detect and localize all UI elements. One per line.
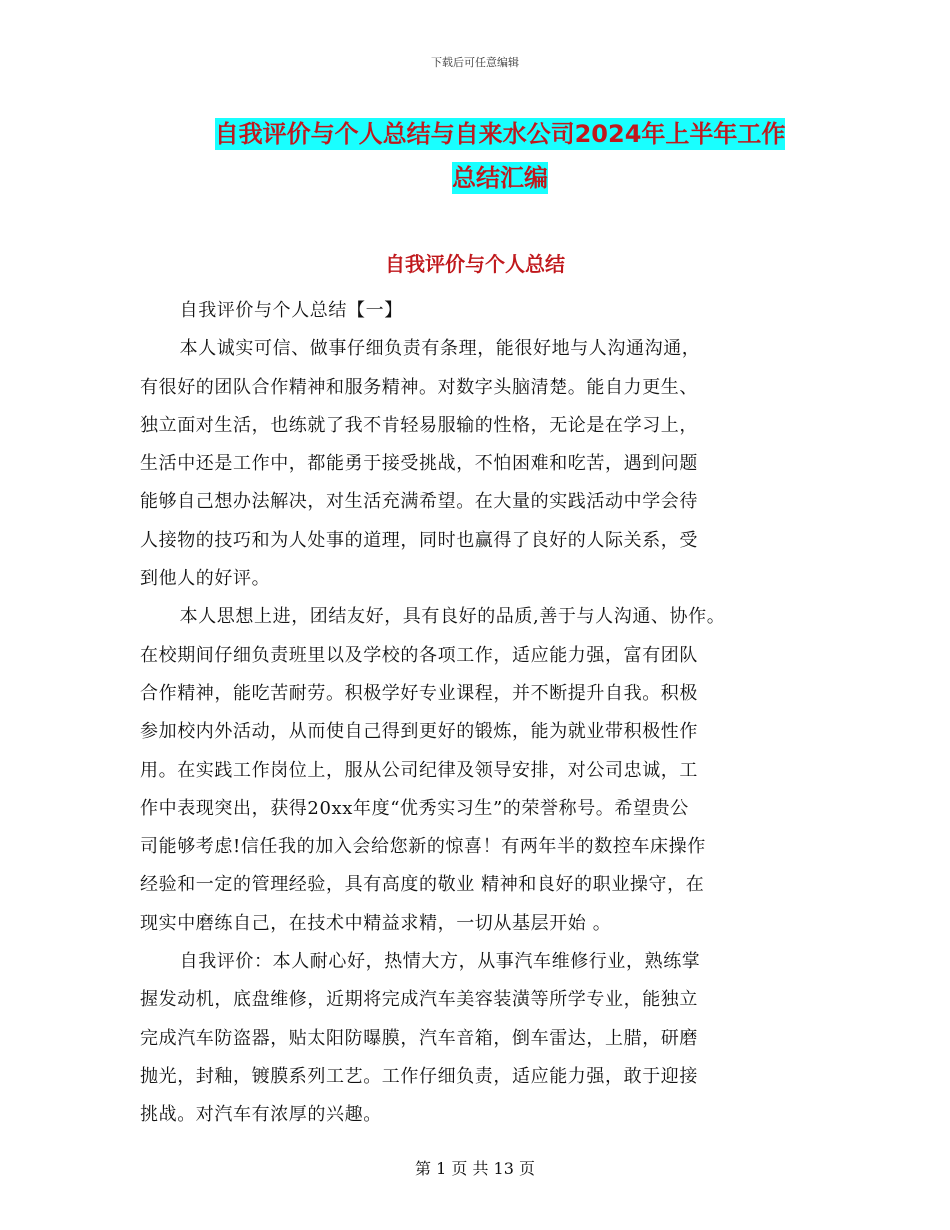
paragraph-2-line: 独立面对生活，也练就了我不肯轻易服输的性格，无论是在学习上， (140, 414, 698, 436)
paragraph-4-line: 自我评价：本人耐心好，热情大方，从事汽车维修行业，熟练掌 (179, 951, 701, 973)
paragraph-4-line: 抛光，封釉，镀膜系列工艺。工作仔细负责，适应能力强，敢于迎接 (140, 1065, 698, 1087)
main-title-line-1: 自我评价与个人总结与自来水公司2024年上半年工作 (214, 120, 786, 148)
paragraph-3-line: 经验和一定的管理经验，具有高度的敬业 精神和良好的职业操守，在 (140, 874, 705, 896)
paragraph-2-line: 本人诚实可信、做事仔细负责有条理，能很好地与人沟通沟通， (179, 338, 701, 360)
section-title: 自我评价与个人总结 (385, 252, 565, 276)
paragraph-4 (140, 943, 810, 1134)
paragraph-2-line: 能够自己想办法解决，对生活充满希望。在大量的实践活动中学会待 (140, 491, 698, 513)
paragraph-3-line: 在校期间仔细负责班里以及学校的各项工作，适应能力强，富有团队 (140, 644, 698, 666)
page-number-footer: 第 1 页 共 13 页 (415, 1159, 535, 1178)
paragraph-3 (140, 598, 810, 943)
paragraph-3-line: 用。在实践工作岗位上，服从公司纪律及领导安排，对公司忠诚，工 (140, 759, 698, 781)
paragraph-2-line: 人接物的技巧和为人处事的道理，同时也赢得了良好的人际关系，受 (140, 529, 698, 551)
paragraph-3-line: 本人思想上进，团结友好，具有良好的品质,善于与人沟通、协作。 (179, 606, 726, 628)
paragraph-3-line: 现实中磨练自己，在技术中精益求精，一切从基层开始 。 (140, 912, 612, 934)
paragraph-1: 自我评价与个人总结【一】 (179, 300, 403, 321)
header-note: 下载后可任意编辑 (431, 56, 519, 69)
paragraph-3-line: 司能够考虑!信任我的加入会给您新的惊喜！有两年半的数控车床操作 (140, 836, 706, 858)
paragraph-4-line: 握发动机，底盘维修，近期将完成汽车美容装潢等所学专业，能独立 (140, 989, 698, 1011)
paragraph-3-line: 合作精神，能吃苦耐劳。积极学好专业课程，并不断提升自我。积极 (140, 682, 698, 704)
document-main-title (120, 112, 880, 200)
main-title-line-2: 总结汇编 (452, 164, 548, 192)
paragraph-4-line: 完成汽车防盗器，贴太阳防曝膜，汽车音箱，倒车雷达，上腊，研磨 (140, 1027, 698, 1049)
paragraph-3-line: 参加校内外活动，从而使自己得到更好的锻炼，能为就业带积极性作 (140, 721, 698, 743)
paragraph-3-line: 作中表现突出，获得20xx年度“优秀实习生”的荣誉称号。希望贵公 (140, 797, 689, 819)
paragraph-2-line: 有很好的团队合作精神和服务精神。对数字头脑清楚。能自力更生、 (140, 376, 698, 398)
paragraph-2-line: 到他人的好评。 (140, 568, 271, 590)
paragraph-2-line: 生活中还是工作中，都能勇于接受挑战，不怕困难和吃苦，遇到问题 (140, 453, 698, 475)
document-body (140, 292, 810, 1135)
paragraph-2 (140, 330, 810, 598)
paragraph-4-line: 挑战。对汽车有浓厚的兴趣。 (140, 1104, 382, 1126)
